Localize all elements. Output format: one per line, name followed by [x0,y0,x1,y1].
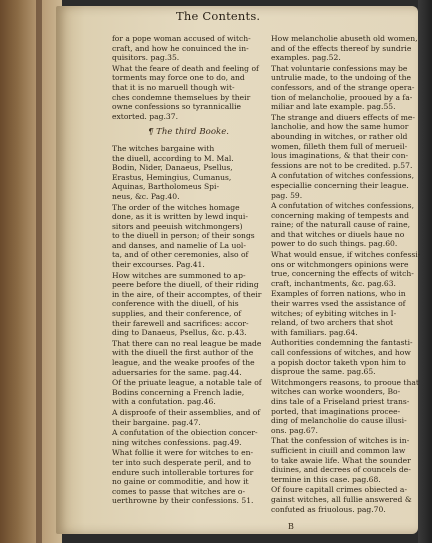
entry-line: for a pope woman accused of witch- [112,34,251,43]
entry-line: call confessions of witches, and how [271,348,411,357]
entry-line: examples. pag.52. [271,53,341,63]
entry-line: That voluntarie confessions may be [271,63,408,73]
entry-line: extorted. pag.37. [112,111,179,121]
contents-entry [271,250,424,288]
entry-line: sufficient in ciuill and common law [271,445,406,455]
entry-line: sitors and peeuish witchmongers) [112,221,243,231]
entry-line: torments may force one to do, and [112,73,245,83]
entry-line: endure such intollerable tortures for [112,467,254,477]
entry-line: quisitors. pag.35. [112,53,180,63]
entry-line: concerning making of tempests and [271,210,409,220]
entry-line: that it is no maruell though wit- [112,82,235,92]
entry-line: confuted as friuolous. pag.70. [271,504,386,514]
entry-line: craft, and how he conuinced the in- [112,43,249,53]
entry-line: termine in this case. pag.68. [271,474,381,484]
entry-line: dins tale of a Friseland priest trans- [271,396,410,406]
entry-line: Examples of forren nations, who in [271,289,406,299]
entry-line: witches; of eybiting witches in I- [271,308,397,318]
contents-entry [271,338,424,376]
entry-line: That the confession of witches is in- [271,436,410,446]
entry-line: How witches are summoned to ap- [112,270,246,280]
entry-line: confessors, and of the strange opera- [271,82,415,92]
contents-entry [271,378,424,436]
contents-entry [271,201,424,249]
entry-line: tion of melancholie, prooued by a fa- [271,92,413,102]
entry-line: supplies, and their conference, of [112,309,242,319]
entry-line: ding to Danaeus, Psellus, &c. p.43. [112,328,247,338]
entry-line: That there can no real league be made [112,338,262,348]
entry-line: their excourses. Pag.41. [112,260,205,270]
entry-line: What the feare of death and feeling of [112,63,259,73]
contents-entry [271,113,424,171]
entry-line: Bodins concerning a French ladie, [112,387,245,397]
entry-line: A confutation of the obiection concer- [112,428,258,438]
contents-entry [112,203,265,270]
contents-entry [112,271,265,338]
entry-line: the diuell, according to M. Mal. [112,153,234,163]
entry-line: witches can worke woonders, Bo- [271,387,401,397]
entry-line: ons or witchmongers opinions were [271,259,409,269]
contents-entry [271,171,424,200]
binding-gutter [36,0,42,543]
entry-line: What would ensue, if witches confessi- [271,250,421,260]
book-spine [0,0,62,543]
contents-entry [271,485,424,514]
entry-line: ter into such desperate peril, and to [112,457,252,467]
contents-column-left [112,34,265,507]
entry-line: ches condemne themselues by their [112,92,251,102]
contents-entry [112,428,265,447]
entry-line: Authorities condemning the fantasti- [271,338,413,348]
contents-entry [271,436,424,484]
entry-line: comes to passe that witches are o- [112,486,246,496]
contents-entry [112,378,265,407]
entry-line: pag. 59. [271,190,303,200]
entry-line: The order of the witches homage [112,202,240,212]
entry-line: lancholie, and how the same humor [271,122,409,132]
entry-line: Erastus, Hemingius, Cumanus, [112,172,232,182]
contents-entry [112,339,265,377]
entry-line: The witches bargaine with [112,143,215,153]
entry-line: Of foure capitall crimes obiected a- [271,485,408,495]
entry-line: true, concerning the effects of witch- [271,269,414,279]
entry-line: miliar and late example. pag.55. [271,102,396,112]
entry-line: ning witches confessions. pag.49. [112,437,242,447]
entry-line: uerthrowne by their confessions. 51. [112,496,254,506]
entry-line: and that witches or diuels haue no [271,229,405,239]
entry-line: peere before the diuell, of their riding [112,280,259,290]
contents-entry [112,144,265,202]
entry-line: owne confessions so tyrannicallie [112,102,242,112]
entry-line: lous imaginations, & that their con- [271,151,409,161]
entry-line: to the diuell in person; of their songs [112,231,255,241]
entry-line: especiallie concerning their league. [271,180,409,190]
entry-line: reland, of two archers that shot [271,318,394,328]
entry-line: The strange and diuers effects of me- [271,112,415,122]
entry-line: in the aire, of their accomptes, of their [112,289,262,299]
entry-line: A disproofe of their assemblies, and of [112,407,261,417]
contents-entry [112,64,265,122]
entry-line: a popish doctor taketh vpon him to [271,357,406,367]
entry-line: fessions are not to be credited. p.57. [271,160,413,170]
entry-line: abounding in witches, or rather old [271,131,408,141]
entry-line: How melancholie abuseth old women, [271,34,418,43]
entry-line: What follie it were for witches to en- [112,448,254,458]
entry-line: untrulie made, to the undoing of the [271,73,411,83]
entry-line: done, as it is written by lewd inqui- [112,212,248,222]
entry-line: with familiars. pag.64. [271,327,358,337]
contents-column-right [271,34,424,515]
contents-entry [112,34,265,63]
contents-entry [112,448,265,506]
entry-line: disproue the same. pag.65. [271,367,376,377]
entry-line: neus, &c. Pag.40. [112,191,180,201]
entry-line: ported, that imaginations procee- [271,406,401,416]
entry-line: ding of melancholie do cause illusi- [271,416,407,426]
entry-line: ons. pag.67. [271,425,318,435]
entry-line: their bargaine. pag.47. [112,417,201,427]
entry-line: with the diuell the first author of the [112,348,254,358]
entry-line: raine; of the naturall cause of raine, [271,220,411,230]
entry-line: with a confutation. pag.46. [112,397,216,407]
entry-line: and danses, and namelie of La uol- [112,240,246,250]
running-head: The Contents. [176,9,261,23]
entry-line: Of the priuate league, a notable tale of [112,378,262,388]
entry-line: gainst witches, all fullie answered & [271,494,412,504]
entry-line: and of the effects thereof by sundrie [271,43,412,53]
entry-line: A confutation of witches confessions, [271,171,414,181]
contents-entry [271,289,424,337]
entry-line: Witchmongers reasons, to prooue that [271,377,419,387]
entry-line: craft, inchantments, &c. pag.63. [271,278,396,288]
entry-line: power to do such things. pag.60. [271,239,398,249]
entry-line: diuines, and decrees of councels de- [271,465,411,475]
contents-entry [271,64,424,112]
entry-line: A confutation of witches confessions, [271,201,414,211]
entry-line: to take awaie life. What the sounder [271,455,411,465]
contents-entry [112,408,265,427]
entry-line: Bodin, Nider, Danaeus, Psellus, [112,163,233,173]
entry-line: their farewell and sacrifices: accor- [112,318,249,328]
entry-line: no gaine or commoditie, and how it [112,477,249,487]
entry-line: conference with the diuell, of his [112,299,239,309]
signature-mark: B [288,522,294,531]
contents-entry [271,34,424,63]
entry-line: women, filleth them full of merueil- [271,141,408,151]
entry-line: aduersaries for the same. pag.44. [112,367,242,377]
entry-line: league, and the weake proofes of the [112,358,255,367]
entry-line: their warres vsed the assistance of [271,299,406,309]
entry-line: ta, and of other ceremonies, also of [112,250,249,260]
entry-line: Aquinas, Bartholomeus Spi- [112,182,220,192]
book-section-title: ¶ The third Booke. [147,127,230,138]
